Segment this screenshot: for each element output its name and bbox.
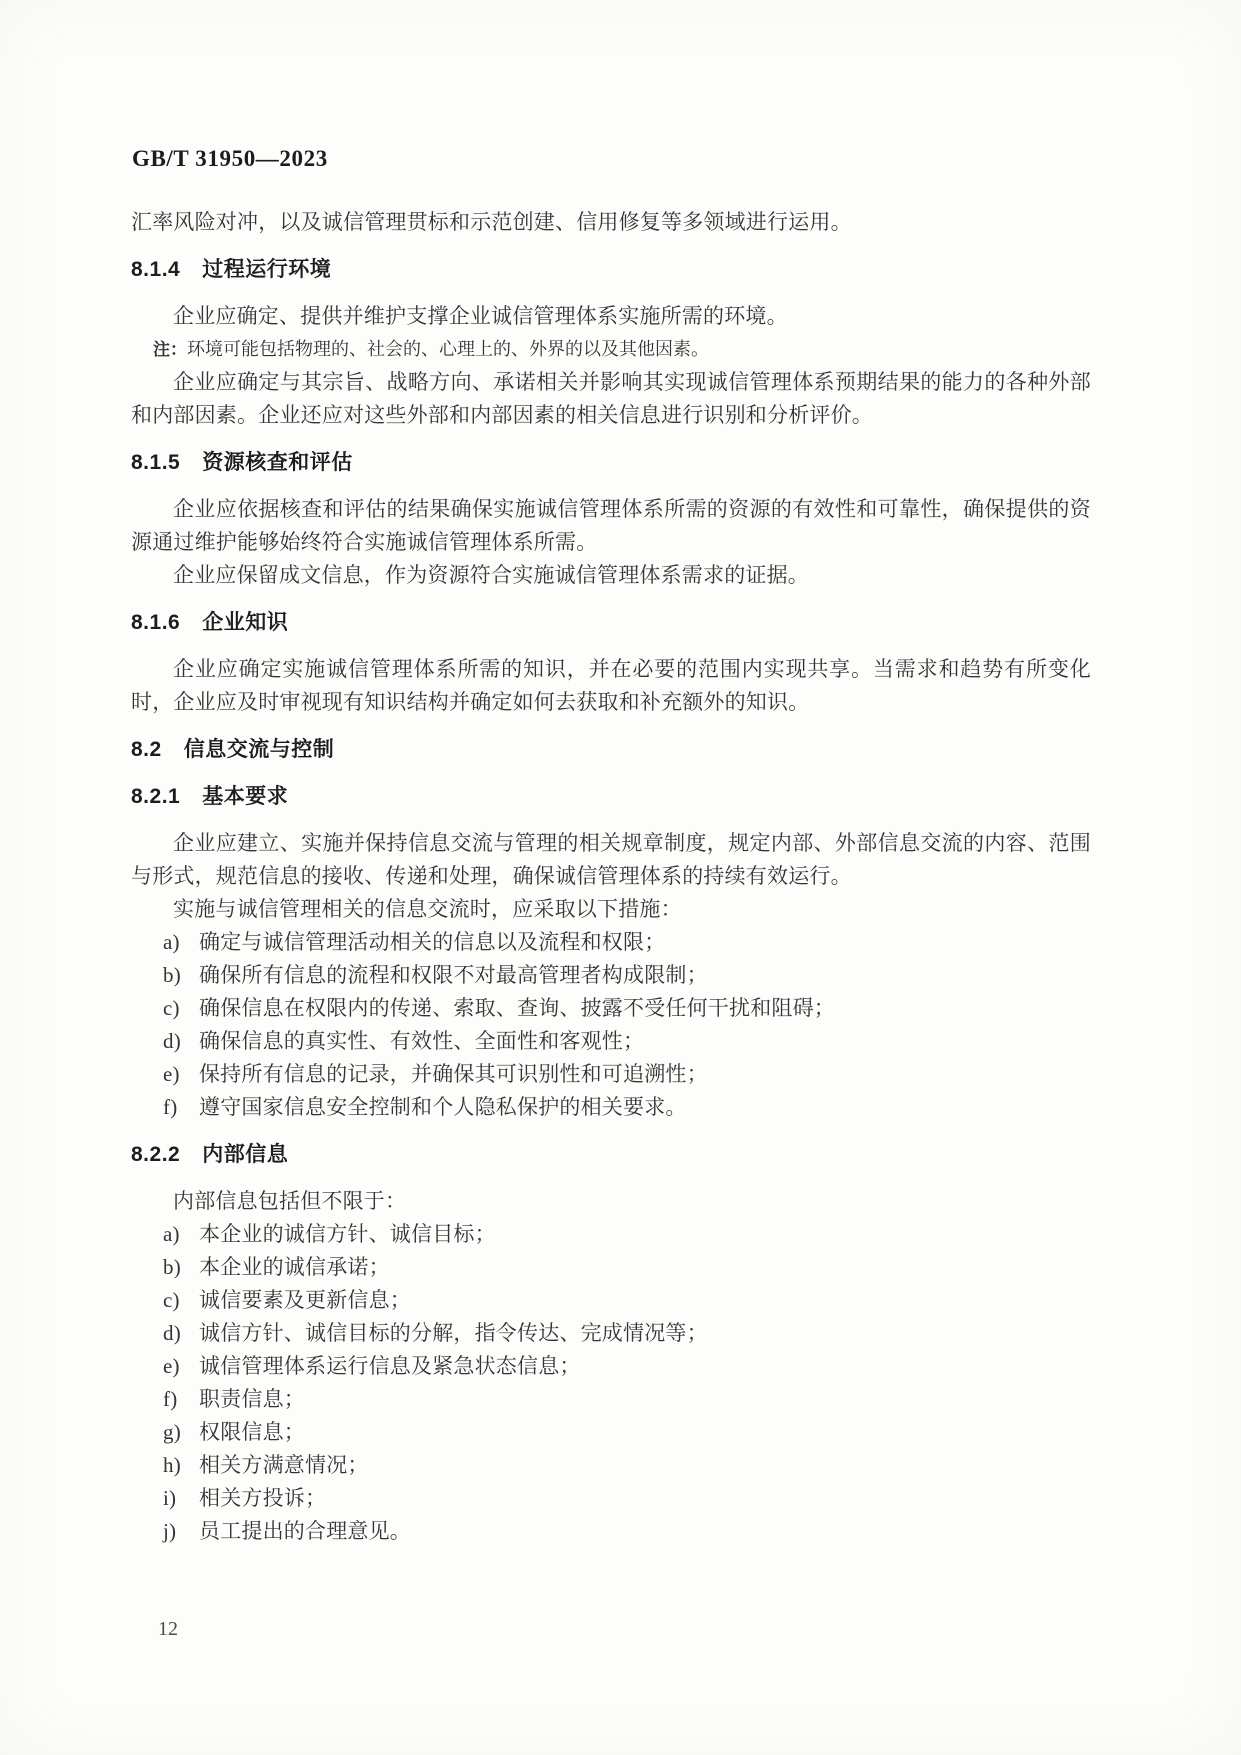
section-number: 8.1.5 bbox=[131, 451, 181, 474]
list-item-marker: e) bbox=[163, 1062, 180, 1086]
list-item-text: 诚信要素及更新信息； bbox=[199, 1288, 411, 1312]
list-item-marker: a) bbox=[163, 930, 180, 954]
section-number: 8.2 bbox=[131, 738, 162, 761]
list-item-text: 诚信方针、诚信目标的分解，指令传达、完成情况等； bbox=[199, 1321, 708, 1345]
body-paragraph: 企业应保留成文信息，作为资源符合实施诚信管理体系需求的证据。 bbox=[173, 563, 809, 587]
page-number: 12 bbox=[158, 1618, 178, 1640]
section-number: 8.1.6 bbox=[131, 611, 181, 634]
section-heading-8-1-5 bbox=[131, 446, 1091, 479]
list-item bbox=[131, 1383, 1091, 1416]
list-item bbox=[131, 1317, 1091, 1350]
list-item-text: 权限信息； bbox=[199, 1420, 305, 1444]
list-item-marker: f) bbox=[163, 1095, 178, 1119]
section-title: 基本要求 bbox=[202, 785, 289, 808]
body-paragraph: 汇率风险对冲，以及诚信管理贯标和示范创建、信用修复等多领域进行运用。 bbox=[131, 210, 852, 234]
list-item-marker: d) bbox=[163, 1029, 181, 1053]
list-item-text: 相关方投诉； bbox=[199, 1486, 327, 1510]
list-item-text: 员工提出的合理意见。 bbox=[199, 1519, 411, 1543]
section-number: 8.2.1 bbox=[131, 785, 181, 808]
section-title: 信息交流与控制 bbox=[183, 738, 335, 761]
list-item-marker: g) bbox=[163, 1420, 181, 1444]
section-heading-8-2-1 bbox=[131, 780, 1091, 813]
note-line bbox=[131, 333, 1091, 366]
section-title: 企业知识 bbox=[202, 611, 289, 634]
list-item bbox=[131, 926, 1091, 959]
list-item-text: 相关方满意情况； bbox=[199, 1453, 369, 1477]
body-paragraph: 企业应确定与其宗旨、战略方向、承诺相关并影响其实现诚信管理体系预期结果的能力的各种外部和内部因素。企业还应对这些外部和内部因素的相关信息进行识别和分析评价。 bbox=[131, 370, 1091, 427]
body-paragraph: 企业应依据核查和评估的结果确保实施诚信管理体系所需的资源的有效性和可靠性，确保提供的资源通过维护能够始终符合实施诚信管理体系所需。 bbox=[131, 497, 1091, 554]
list-item-marker: i) bbox=[163, 1486, 177, 1510]
note-label: 注： bbox=[153, 340, 187, 359]
section-heading-8-1-6 bbox=[131, 606, 1091, 639]
list-item-marker: b) bbox=[163, 1255, 181, 1279]
list-item-marker: c) bbox=[163, 996, 180, 1020]
list-item-text: 本企业的诚信承诺； bbox=[199, 1255, 390, 1279]
list-item-text: 职责信息； bbox=[199, 1387, 305, 1411]
list-item-marker: f) bbox=[163, 1387, 178, 1411]
note-text: 环境可能包括物理的、社会的、心理上的、外界的以及其他因素。 bbox=[187, 339, 709, 359]
list-item bbox=[131, 1218, 1091, 1251]
list-item-text: 确保所有信息的流程和权限不对最高管理者构成限制； bbox=[199, 963, 708, 987]
body-paragraph: 企业应确定实施诚信管理体系所需的知识，并在必要的范围内实现共享。当需求和趋势有所变化时，企业应及时审视现有知识结构并确定如何去获取和补充额外的知识。 bbox=[131, 657, 1091, 714]
list-item bbox=[131, 959, 1091, 992]
list-item bbox=[131, 1058, 1091, 1091]
list-item-text: 本企业的诚信方针、诚信目标； bbox=[199, 1222, 496, 1246]
list-item-marker: b) bbox=[163, 963, 181, 987]
list-item bbox=[131, 1025, 1091, 1058]
body-paragraph: 企业应确定、提供并维护支撑企业诚信管理体系实施所需的环境。 bbox=[173, 304, 788, 328]
list-item bbox=[131, 1091, 1091, 1124]
section-number: 8.1.4 bbox=[131, 258, 181, 281]
body-paragraph: 实施与诚信管理相关的信息交流时，应采取以下措施： bbox=[173, 897, 682, 921]
list-item-text: 确定与诚信管理活动相关的信息以及流程和权限； bbox=[199, 930, 666, 954]
section-title: 资源核查和评估 bbox=[202, 451, 353, 474]
list-item-marker: c) bbox=[163, 1288, 180, 1312]
standard-number-header: GB/T 31950—2023 bbox=[132, 146, 328, 171]
section-title: 过程运行环境 bbox=[202, 258, 332, 281]
list-item-text: 确保信息在权限内的传递、索取、查询、披露不受任何干扰和阻碍； bbox=[199, 996, 835, 1020]
list-item-text: 保持所有信息的记录，并确保其可识别性和可追溯性； bbox=[199, 1062, 708, 1086]
list-item bbox=[131, 992, 1091, 1025]
list-item-marker: j) bbox=[163, 1519, 177, 1543]
list-item bbox=[131, 1284, 1091, 1317]
section-heading-8-2-2 bbox=[131, 1138, 1091, 1171]
lettered-list bbox=[131, 926, 1091, 1124]
list-item bbox=[131, 1416, 1091, 1449]
list-item-marker: a) bbox=[163, 1222, 180, 1246]
list-item-text: 遵守国家信息安全控制和个人隐私保护的相关要求。 bbox=[199, 1095, 687, 1119]
list-item-marker: e) bbox=[163, 1354, 180, 1378]
lettered-list bbox=[131, 1218, 1091, 1548]
section-title: 内部信息 bbox=[202, 1143, 289, 1166]
section-heading-8-2 bbox=[131, 733, 1091, 766]
list-item bbox=[131, 1515, 1091, 1548]
list-item-text: 诚信管理体系运行信息及紧急状态信息； bbox=[199, 1354, 581, 1378]
list-item-text: 确保信息的真实性、有效性、全面性和客观性； bbox=[199, 1029, 645, 1053]
list-item bbox=[131, 1482, 1091, 1515]
document-body bbox=[131, 206, 1091, 1548]
list-item-marker: h) bbox=[163, 1453, 181, 1477]
section-heading-8-1-4 bbox=[131, 253, 1091, 286]
list-item-marker: d) bbox=[163, 1321, 181, 1345]
list-item bbox=[131, 1449, 1091, 1482]
list-item bbox=[131, 1251, 1091, 1284]
body-paragraph: 企业应建立、实施并保持信息交流与管理的相关规章制度，规定内部、外部信息交流的内容、范围与形式，规范信息的接收、传递和处理，确保诚信管理体系的持续有效运行。 bbox=[131, 831, 1091, 888]
body-paragraph: 内部信息包括但不限于： bbox=[173, 1189, 407, 1213]
section-number: 8.2.2 bbox=[131, 1143, 181, 1166]
list-item bbox=[131, 1350, 1091, 1383]
